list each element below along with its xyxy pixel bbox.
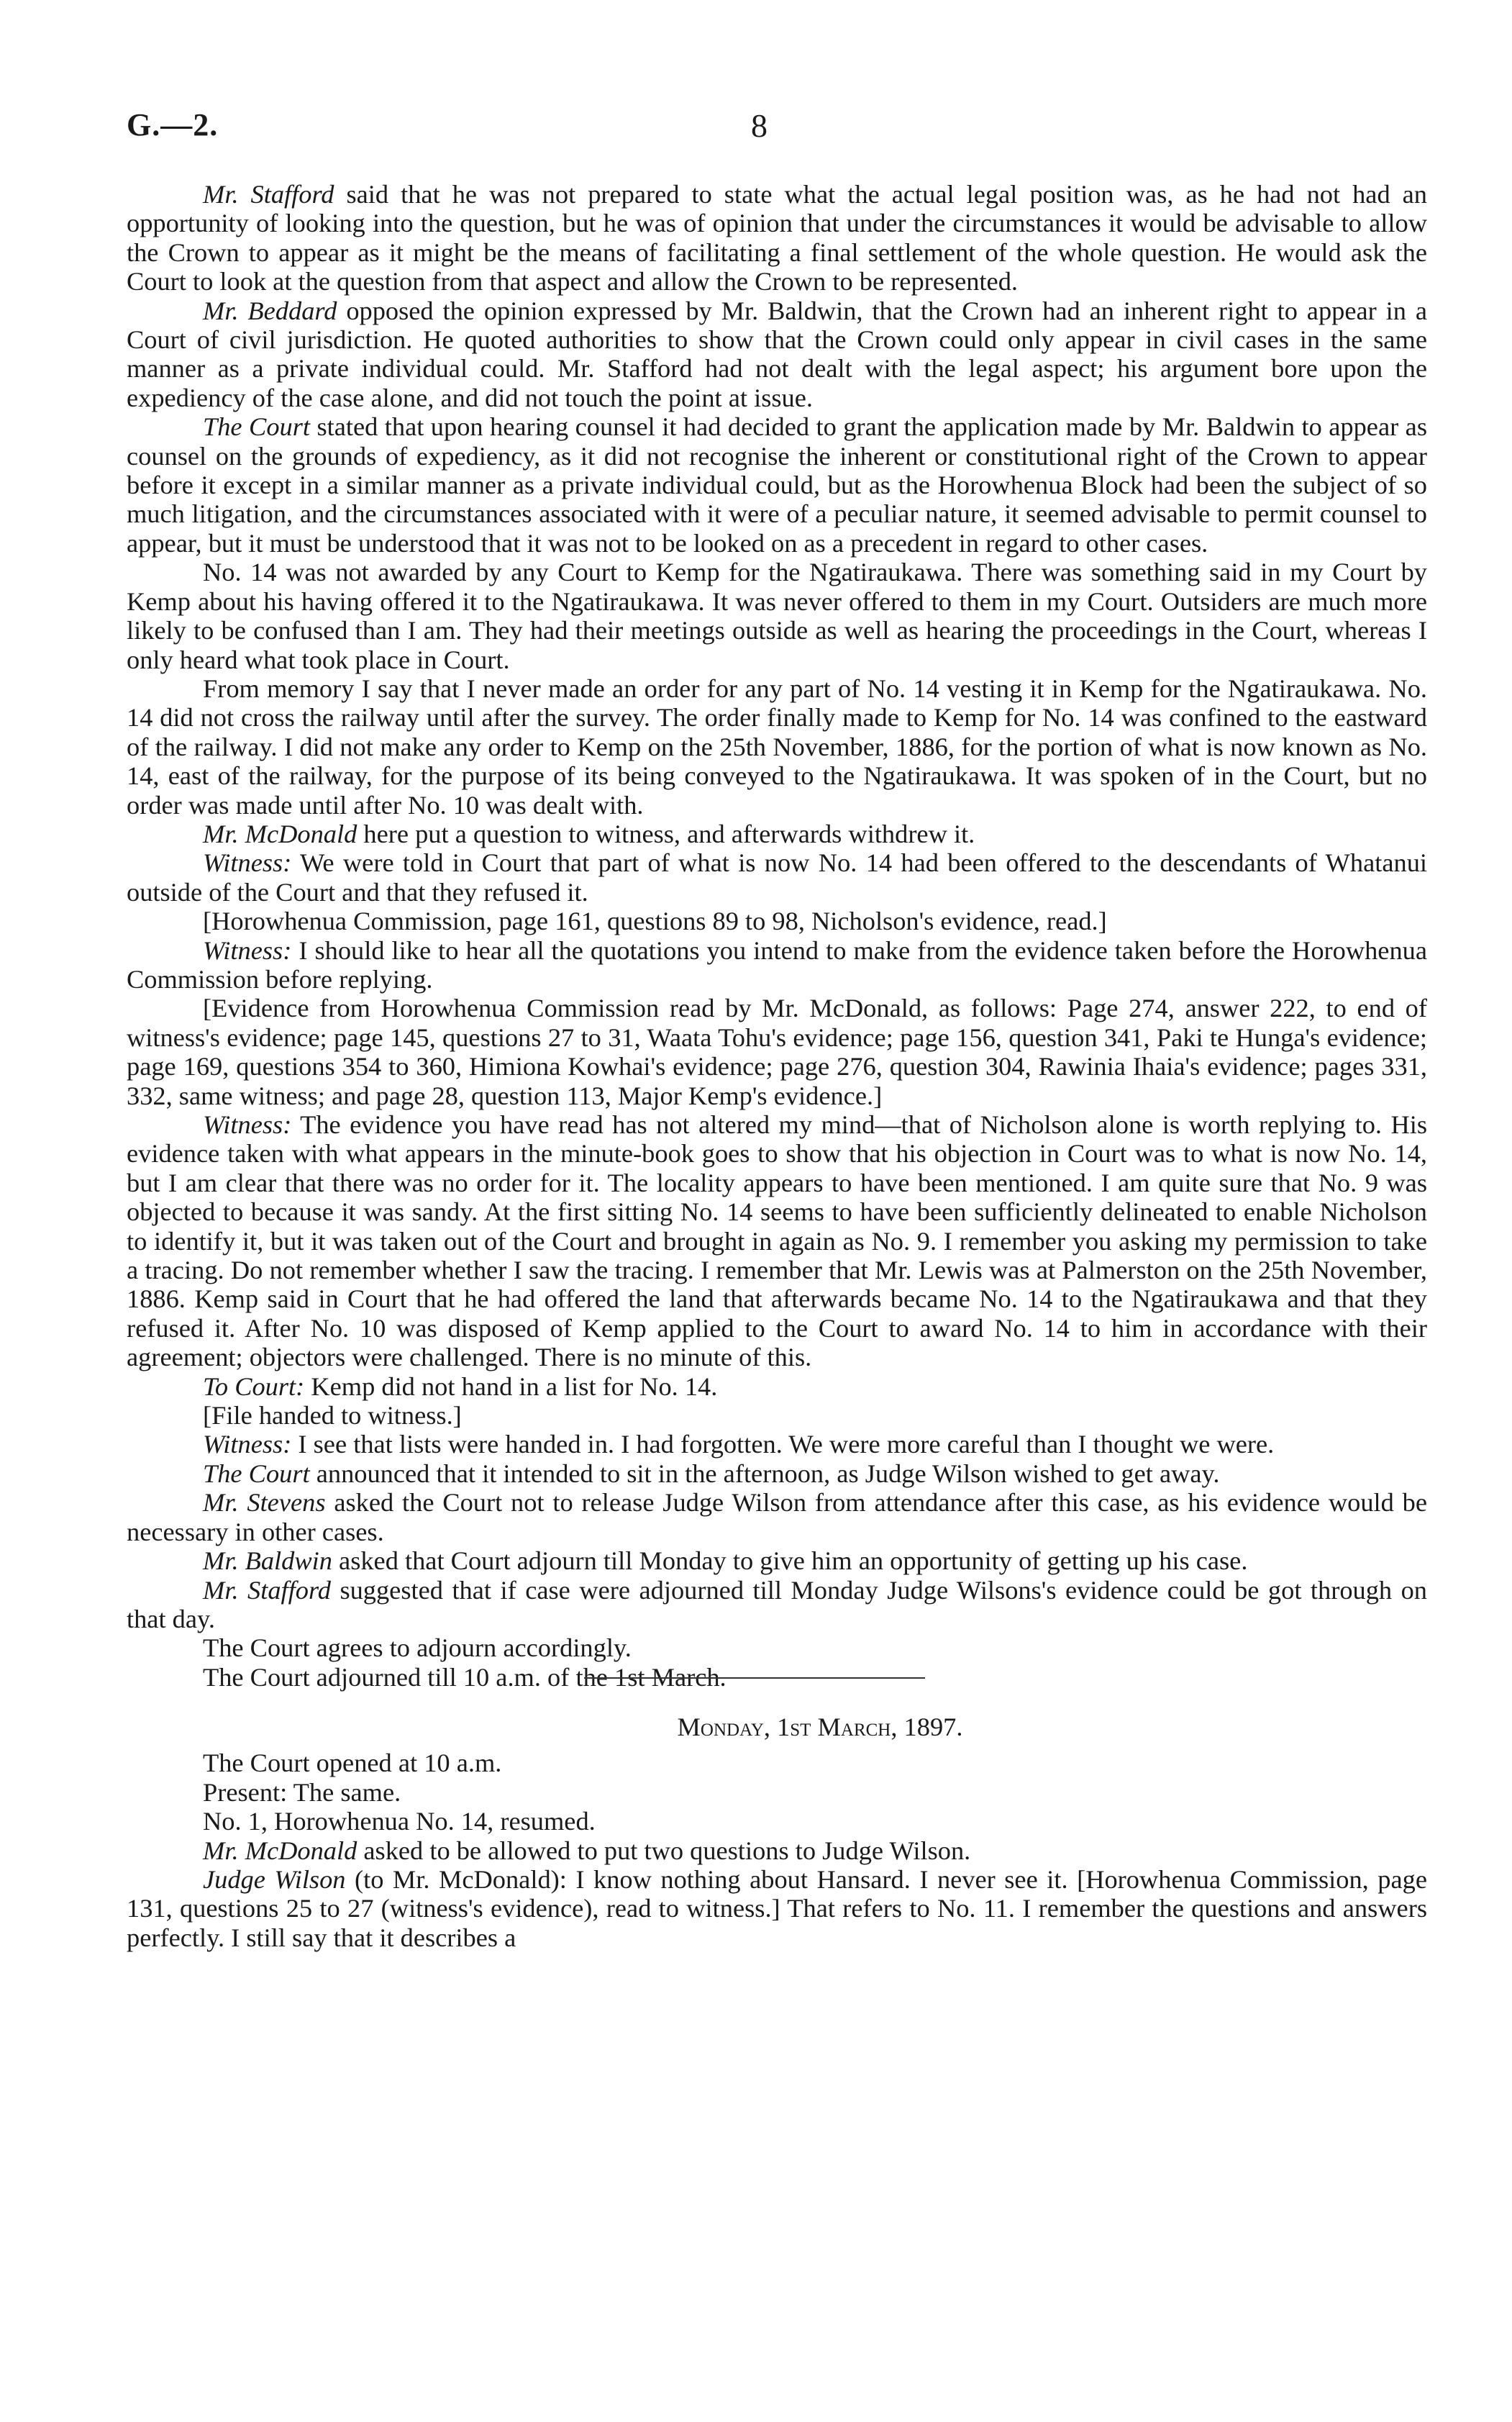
- paragraph: [127, 1749, 1427, 1777]
- paragraph-text: The Court opened at 10 a.m.: [203, 1749, 502, 1778]
- paragraph-text: The Court agrees to adjourn accordingly.: [203, 1633, 632, 1663]
- speaker: The Court: [203, 1459, 310, 1488]
- paragraph: [127, 1430, 1427, 1459]
- paragraph-text: The evidence you have read has not altered my mind—that of Nicholson alone is worth replying to. His evidence taken with what appears in the minute-book goes to show that his objection in Court was to what is now No. 14, but I am clear that there was no order for it. The locality appears to have been mentioned. I am quite sure that No. 9 was objected to because it was sandy. At the first sitting No. 14 seems to have been sufficiently delineated to enable Nicholson to identify it, but it was taken out of the Court and brought in again as No. 9. I remember you asking my permission to take a tracing. Do not remember whether I saw the tracing. I remember that Mr. Lewis was at Palmerston on the 25th November, 1886. Kemp said in Court that he had offered the land that afterwards became No. 14 to the Ngatiraukawa and that they refused it. After No. 10 was disposed of Kemp applied to the Court to award No. 14 to him in accordance with their agreement; objectors were challenged. There is no minute of this.: [127, 1110, 1427, 1372]
- speaker: To Court:: [203, 1371, 305, 1401]
- paragraph-text: I should like to hear all the quotations you intend to make from the evidence taken before the Horowhenua Commission before replying.: [127, 935, 1427, 994]
- paragraph-text: (to Mr. McDonald): I know nothing about Hansard. I never see it. [Horowhenua Commission, page 131, questions 25 to 27 (witness's evidence), read to witness.] That refers to No. 11. I remember the questions and answers perfectly. I still say that it describes a: [127, 1865, 1427, 1952]
- speaker: Mr. Stevens: [203, 1488, 326, 1518]
- paragraph: [127, 1488, 1427, 1546]
- paragraph: [127, 1865, 1427, 1952]
- paragraph-text: asked to be allowed to put two questions to Judge Wilson.: [357, 1836, 971, 1865]
- paragraph-text: [Horowhenua Commission, page 161, questions 89 to 98, Nicholson's evidence, read.]: [203, 907, 1107, 936]
- speaker: Witness:: [203, 1110, 292, 1139]
- paragraph: [127, 1459, 1427, 1488]
- paragraph: [127, 1401, 1427, 1430]
- paragraph-text: announced that it intended to sit in the afternoon, as Judge Wilson wished to get away.: [309, 1459, 1220, 1488]
- paragraph: [127, 674, 1427, 820]
- page-header: [127, 106, 1393, 150]
- paragraph: [127, 1807, 1427, 1836]
- page-number: 8: [751, 107, 768, 144]
- paragraph: [127, 1778, 1427, 1807]
- sitting-section: [127, 1713, 1427, 1952]
- paragraph: [127, 907, 1427, 935]
- paragraph: [127, 558, 1427, 674]
- speaker: Mr. Stafford: [203, 1575, 331, 1605]
- paragraph: [127, 1372, 1427, 1401]
- paragraph-text: [File handed to witness.]: [203, 1401, 462, 1430]
- paragraph: [127, 994, 1427, 1110]
- paragraph-text: No. 1, Horowhenua No. 14, resumed.: [203, 1807, 596, 1836]
- paragraph-text: The Court adjourned till 10 a.m. of the 1st March.: [203, 1662, 727, 1692]
- paragraph-text: Kemp did not hand in a list for No. 14.: [304, 1371, 718, 1401]
- speaker: Mr. McDonald: [203, 819, 357, 848]
- paragraph: [127, 1633, 1427, 1662]
- speaker: Mr. Baldwin: [203, 1546, 332, 1576]
- paragraph: [127, 1546, 1427, 1575]
- paragraph: [127, 1110, 1427, 1372]
- paragraph: [127, 412, 1427, 558]
- speaker: Mr. McDonald: [203, 1836, 357, 1865]
- paragraph: [127, 296, 1427, 413]
- speaker: Witness:: [203, 935, 292, 965]
- paragraph: [127, 1836, 1427, 1865]
- paragraph-text: Present: The same.: [203, 1777, 401, 1807]
- page-reference: G.—2.: [127, 107, 219, 142]
- paragraph-text: [Evidence from Horowhenua Commission read by Mr. McDonald, as follows: Page 274, answer 222, to end of witness's evidence; page 145, questions 27 to 31, Waata Tohu's evidence; page 156, question 341, Paki te Hunga's evidence; page 169, questions 354 to 360, Himiona Kowhai's evidence; page 276, question 304, Rawinia Ihaia's evidence; pages 331, 332, same witness; and page 28, question 113, Major Kemp's evidence.]: [127, 994, 1427, 1110]
- paragraph: [127, 820, 1427, 848]
- paragraph-text: suggested that if case were adjourned till Monday Judge Wilsons's evidence could be got through on that day.: [127, 1575, 1427, 1633]
- paragraph-text: here put a question to witness, and afterwards withdrew it.: [357, 819, 975, 848]
- paragraph-text: asked that Court adjourn till Monday to give him an opportunity of getting up his case.: [332, 1546, 1248, 1576]
- body-text: [127, 180, 1427, 1692]
- speaker: The Court: [203, 412, 310, 442]
- speaker: Witness:: [203, 1430, 292, 1459]
- paragraph-text: No. 14 was not awarded by any Court to Kemp for the Ngatiraukawa. There was something said in my Court by Kemp about his having offered it to the Ngatiraukawa. It was never offered to them in my Court. Outsiders are much more likely to be confused than I am. They had their meetings outside as well as hearing the proceedings in the Court, whereas I only heard what took place in Court.: [127, 558, 1427, 674]
- paragraph-text: asked the Court not to release Judge Wilson from attendance after this case, as his evidence would be necessary in other cases.: [127, 1488, 1427, 1546]
- paragraph-text: I see that lists were handed in. I had forgotten. We were more careful than I thought we were.: [291, 1430, 1275, 1459]
- paragraph: [127, 180, 1427, 296]
- speaker: Mr. Beddard: [203, 296, 337, 325]
- paragraph-text: opposed the opinion expressed by Mr. Baldwin, that the Crown had an inherent right to appear in a Court of civil jurisdiction. He quoted authorities to show that the Crown could only appear in civil cases in the same manner as a private individual could. Mr. Stafford had not dealt with the legal aspect; his argument bore upon the expediency of the case alone, and did not touch the point at issue.: [127, 296, 1428, 412]
- sitting-title: Monday, 1st March, 1897.: [677, 1713, 963, 1741]
- paragraph-text: said that he was not prepared to state what the actual legal position was, as he had not had an opportunity of looking into the question, but he was of opinion that under the circumstances it would be advisable to allow the Crown to appear as it might be the means of facilitating a final settlement of the whole question. He would ask the Court to look at the question from that aspect and allow the Crown to be represented.: [127, 180, 1428, 296]
- paragraph: [127, 936, 1427, 994]
- paragraph: [127, 848, 1427, 907]
- speaker: Judge Wilson: [203, 1865, 346, 1895]
- section-divider: [584, 1677, 925, 1679]
- speaker: Witness:: [203, 848, 292, 878]
- paragraph-text: stated that upon hearing counsel it had decided to grant the application made by Mr. Baldwin to appear as counsel on the grounds of expediency, as it did not recognise the inherent or constitutional right of the Crown to appear before it except in a similar manner as a private individual could, but as the Horowhenua Block had been the subject of so much litigation, and the circumstances associated with it were of a peculiar nature, it seemed advisable to permit counsel to appear, but it must be understood that it was not to be looked on as a precedent in regard to other cases.: [127, 412, 1427, 558]
- speaker: Mr. Stafford: [203, 180, 334, 209]
- paragraph-text: We were told in Court that part of what is now No. 14 had been offered to the descendants of Whatanui outside of the Court and that they refused it.: [127, 848, 1427, 907]
- paragraph: [127, 1576, 1427, 1634]
- paragraph-text: From memory I say that I never made an order for any part of No. 14 vesting it in Kemp for the Ngatiraukawa. No. 14 did not cross the railway until after the survey. The order finally made to Kemp for No. 14 was confined to the eastward of the railway. I did not make any order to Kemp on the 25th November, 1886, for the portion of what is now known as No. 14, east of the railway, for the purpose of its being conveyed to the Ngatiraukawa. It was spoken of in the Court, but no order was made until after No. 10 was dealt with.: [127, 673, 1427, 820]
